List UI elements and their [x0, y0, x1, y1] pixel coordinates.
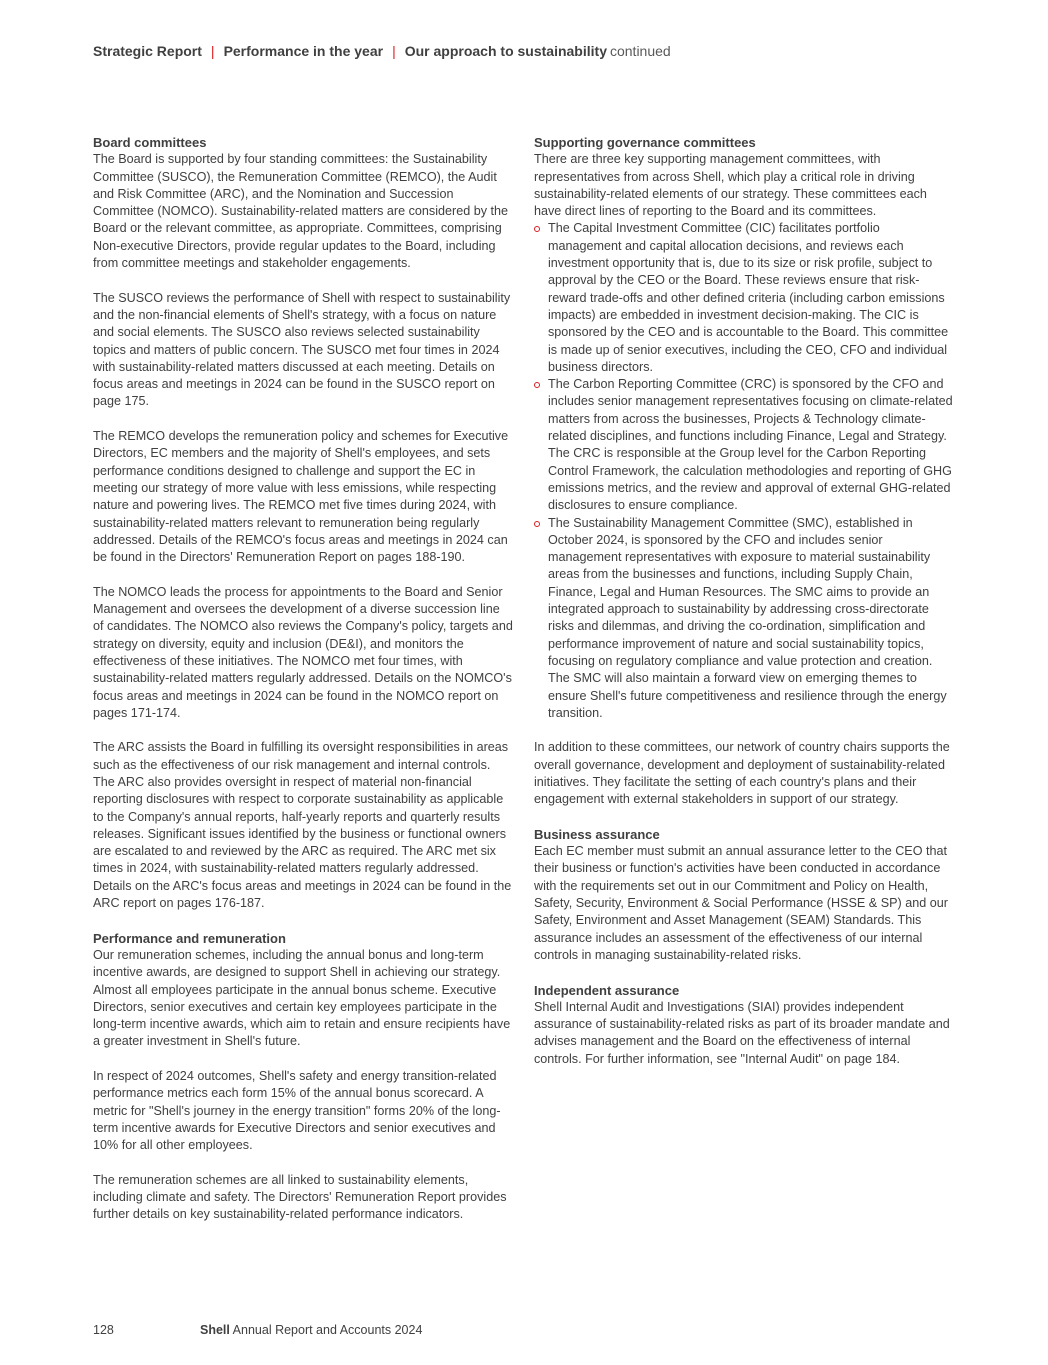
arc-paragraph: The ARC assists the Board in fulfilling its oversight responsibilities in areas such as the effectiveness of our risk management and internal controls. The ARC also provides oversight in respect of material non-financial reporting disclosures with respect to corporate sustainability as applicable to the Company's annual reports, half-yearly reports and quarterly results releases. Significant issues identified by the business or functional owners are escalated to and reviewed by the ARC as required. The ARC met six times in 2024, with sustainability-related matters regularly addressed. Details on the ARC's focus areas and meetings in 2024 can be found in the ARC report on pages 176-187.: [93, 740, 512, 911]
circle-bullet-icon: [534, 226, 540, 232]
breadcrumb-our-approach-to-sustainability[interactable]: Our approach to sustainability: [404, 43, 607, 59]
report-title: [200, 1321, 422, 1339]
performance-remuneration-heading: Performance and remuneration: [93, 930, 286, 946]
board-committees-paragraph: The Board is supported by four standing committees: the Sustainability Committee (SUSCO), the Remuneration Committee (REMCO), the Audit and Risk Committee (ARC), and the Nomination and Succession Committee (NOMCO). Sustainability-related matters are considered by the Board or the relevant committee, as appropriate. Committees, comprising Non-executive Directors, provide regular updates to the Board, including from committee meetings and stakeholder engagements.: [93, 152, 509, 271]
list-item: [534, 376, 954, 514]
breadcrumb-strategic-report[interactable]: Strategic Report: [93, 43, 202, 59]
breadcrumb-continued-label: continued: [609, 43, 671, 59]
business-assurance-heading: Business assurance: [534, 826, 660, 842]
breadcrumb-separator: |: [392, 43, 396, 59]
page-number: 128: [93, 1323, 114, 1337]
left-column: [93, 134, 513, 1224]
brand-name: Shell: [200, 1323, 230, 1337]
breadcrumb: [93, 41, 671, 61]
crc-description: The Carbon Reporting Committee (CRC) is sponsored by the CFO and includes senior management representatives focusing on climate-related matters from across the businesses, Projects & Technology climate-related disciplines, and functions including Finance, Legal and Strategy. The CRC is responsible at the Group level for the Carbon Reporting Control Framework, the calculation methodologies and reporting of GHG emissions metrics, and the review and approval of external GHG-related disclosures to ensure compliance.: [548, 377, 953, 513]
circle-bullet-icon: [534, 521, 540, 527]
sustainability-linkage-paragraph: The remuneration schemes are all linked to sustainability elements, including climate and safety. The Directors' Remuneration Report provides further details on key sustainability-related performance indicators.: [93, 1172, 507, 1222]
independent-assurance-heading: Independent assurance: [534, 982, 680, 998]
supporting-governance-heading: Supporting governance committees: [534, 135, 756, 150]
committee-list: [534, 220, 954, 722]
circle-bullet-icon: [534, 382, 540, 388]
breadcrumb-performance-in-the-year[interactable]: Performance in the year: [223, 43, 384, 59]
cic-description: The Capital Investment Committee (CIC) facilitates portfolio management and capital allocation decisions, and reviews each investment opportunity that is, due to its size or risk profile, subject to approval by the CEO or the Board. These reviews ensure that risk-reward trade-offs and other defined criteria (including carbon emissions impacts) are embedded in investment decision-making. The CIC is sponsored by the CEO and is accountable to the Board. This committee is made up of senior executives, including the CEO, CFO and individual business directors.: [548, 221, 949, 374]
susco-paragraph: The SUSCO reviews the performance of Shell with respect to sustainability and the non-financial elements of Shell's strategy, with a focus on nature and social elements. The SUSCO also reviews selected sustainability topics and matters of public concern. The SUSCO met four times in 2024 with sustainability-related matters discussed at each meeting. Details on focus areas and meetings in 2024 can be found in the SUSCO report on page 175.: [93, 290, 511, 409]
smc-description: The Sustainability Management Committee (SMC), established in October 2024, is sponsored by the CFO and includes senior management representatives with exposure to material sustainability areas from the businesses and functions, including Supply Chain, Finance, Legal and Human Resources. The SMC aims to provide an integrated approach to sustainability by addressing cross-directorate risks and dilemmas, and driving the co-ordination, simplification and performance improvement of nature and social sustainability topics, focusing on regulatory compliance and value protection and creation. The SMC will also maintain a forward view on emerging themes to ensure Shell's future competitiveness and resilience through the energy transition.: [548, 515, 947, 720]
nomco-paragraph: The NOMCO leads the process for appointments to the Board and Senior Management and oversees the development of a diverse succession line of candidates. The NOMCO also reviews the Company's policy, targets and strategy on diversity, equity and inclusion (DE&I), and monitors the effectiveness of these initiatives. The NOMCO met four times, with sustainability-related matters regularly addressed. Details on the NOMCO's focus areas and meetings in 2024 can be found in the NOMCO report on pages 171-174.: [93, 584, 513, 720]
right-column: [534, 134, 954, 1068]
list-item: [534, 220, 954, 376]
board-committees-heading: Board committees: [93, 135, 207, 150]
business-assurance-paragraph: Each EC member must submit an annual assurance letter to the CEO that their business or function's activities have been conducted in accordance with the requirements set out in our Commitment and Policy on Health, Safety, Security, Environment & Social Performance (HSSE & SP) and our Safety, Environment and Asset Management (SEAM) Standards. This assurance includes an assessment of the effectiveness of our internal controls in managing sustainability-related risks.: [534, 844, 948, 962]
list-item: [534, 515, 954, 723]
report-title-text: Annual Report and Accounts 2024: [232, 1323, 423, 1337]
supporting-governance-intro: There are three key supporting management committees, with representatives from across Shell, which play a critical role in driving sustainability-related elements of our strategy. These committees each have direct lines of reporting to the Board and its committees.: [534, 152, 927, 219]
outcomes-paragraph: In respect of 2024 outcomes, Shell's safety and energy transition-related performance metrics each form 15% of the annual bonus scorecard. A metric for "Shell's journey in the energy transition" forms 20% of the long-term incentive awards for Executive Directors and senior executives and 10% for all other employees.: [93, 1069, 501, 1153]
independent-assurance-paragraph: Shell Internal Audit and Investigations (SIAI) provides independent assurance of sustainability-related risks as part of its broader mandate and advises management and the Board on the effectiveness of internal controls. For further information, see "Internal Audit" on page 184.: [534, 999, 950, 1066]
remuneration-schemes-paragraph: Our remuneration schemes, including the annual bonus and long-term incentive awards, are designed to support Shell in achieving our strategy. Almost all employees participate in the annual bonus scheme. Executive Directors, senior executives and certain key employees participate in the long-term incentive awards, which aim to retain and ensure recipients have a greater investment in Shell's future.: [93, 947, 511, 1049]
country-chairs-paragraph: In addition to these committees, our network of country chairs supports the overall governance, development and deployment of sustainability-related initiatives. They facilitate the setting of each country's plans and their engagement with external stakeholders in support of our strategy.: [534, 740, 950, 807]
breadcrumb-separator: |: [210, 43, 215, 59]
remco-paragraph: The REMCO develops the remuneration policy and schemes for Executive Directors, EC members and the majority of Shell's employees, and sets performance conditions designed to challenge and support the EC in meeting our strategy of more value with less emissions, while respecting nature and powering lives. The REMCO met five times during 2024, with sustainability-related matters relevant to remuneration being regularly addressed. Details of the REMCO's focus areas and meetings in 2024 can be found in the Directors' Remuneration Report on pages 188-190.: [93, 429, 509, 565]
